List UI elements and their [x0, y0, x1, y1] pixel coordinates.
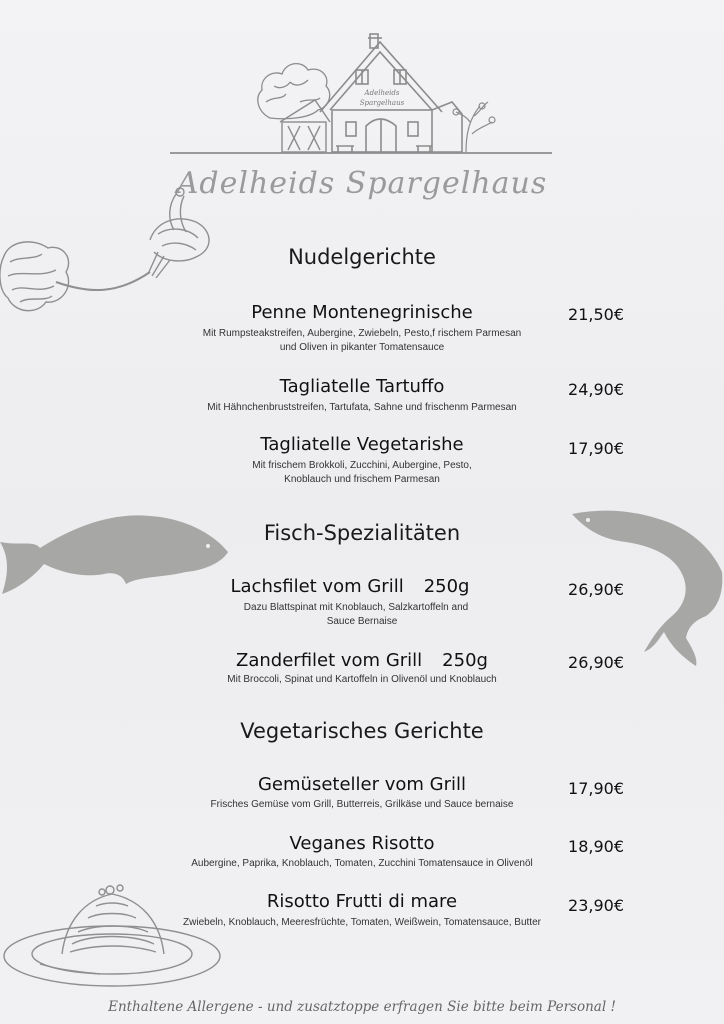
house-logo-illustration: [170, 22, 552, 158]
allergen-footer-note: Enthaltene Allergene - und zusatztoppe erfragen Sie bitte beim Personal !: [108, 999, 616, 1015]
dish-price: 21,50€: [568, 305, 624, 324]
dish-description: Knoblauch und frischem Parmesan: [284, 474, 440, 485]
dish-weight: 250g: [442, 650, 488, 671]
dish-description: und Oliven in pikanter Tomatensauce: [279, 342, 445, 353]
dish-description: Mit frischem Brokkoli, Zucchini, Aubergine, Pesto,: [252, 460, 472, 471]
dish-name: Lachsfilet vom Grill: [230, 576, 404, 597]
dish-name: Risotto Frutti di mare: [266, 891, 458, 912]
dish-name: Penne Montenegrinische: [251, 302, 473, 323]
dish-weight: 250g: [423, 576, 470, 597]
dish-description: Mit Broccoli, Spinat und Kartoffeln in Olivenöl und Knoblauch: [227, 674, 497, 685]
dish-price: 26,90€: [568, 580, 624, 599]
dish-description: Zwiebeln, Knoblauch, Meeresfrüchte, Tomaten, Weißwein, Tomatensauce, Butter: [183, 917, 541, 928]
dish-price: 23,90€: [568, 896, 624, 915]
dish-name: Veganes Risotto: [289, 833, 435, 854]
dish-name: Gemüseteller vom Grill: [257, 774, 467, 795]
dish-price: 17,90€: [568, 439, 624, 458]
section-title-nudelgerichte: Nudelgerichte: [288, 245, 436, 269]
dish-description: Aubergine, Paprika, Knoblauch, Tomaten, Zucchini Tomatensauce in Olivenöl: [191, 858, 533, 869]
dish-price: 26,90€: [568, 653, 624, 672]
section-title-fisch: Fisch-Spezialitäten: [263, 521, 461, 545]
section-title-vegetarisch: Vegetarisches Gerichte: [240, 719, 484, 743]
dish-description: Mit Hähnchenbruststreifen, Tartufata, Sahne und frischenm Parmesan: [207, 402, 517, 413]
brand-name: Adelheids Spargelhaus: [176, 166, 548, 201]
logo-sign-line1: Adelheids: [364, 89, 400, 97]
dish-description: Frisches Gemüse vom Grill, Butterreis, Grilkäse und Sauce bernaise: [210, 799, 514, 810]
dish-price: 24,90€: [568, 380, 624, 399]
logo-sign-line2: Spargelhaus: [359, 99, 405, 107]
dish-description: Dazu Blattspinat mit Knoblauch, Salzkartoffeln and: [243, 602, 469, 613]
dish-price: 18,90€: [568, 837, 624, 856]
spaghetti-plate-illustration: [0, 878, 226, 994]
dish-description: Sauce Bernaise: [326, 616, 398, 627]
dish-name: Tagliatelle Tartuffo: [279, 376, 445, 397]
dish-name: Tagliatelle Vegetarishe: [260, 434, 464, 455]
dish-price: 17,90€: [568, 779, 624, 798]
dish-description: Mit Rumpsteakstreifen, Aubergine, Zwiebeln, Pesto,f rischem Parmesan: [202, 328, 522, 339]
dish-name: Zanderfilet vom Grill: [236, 650, 423, 671]
